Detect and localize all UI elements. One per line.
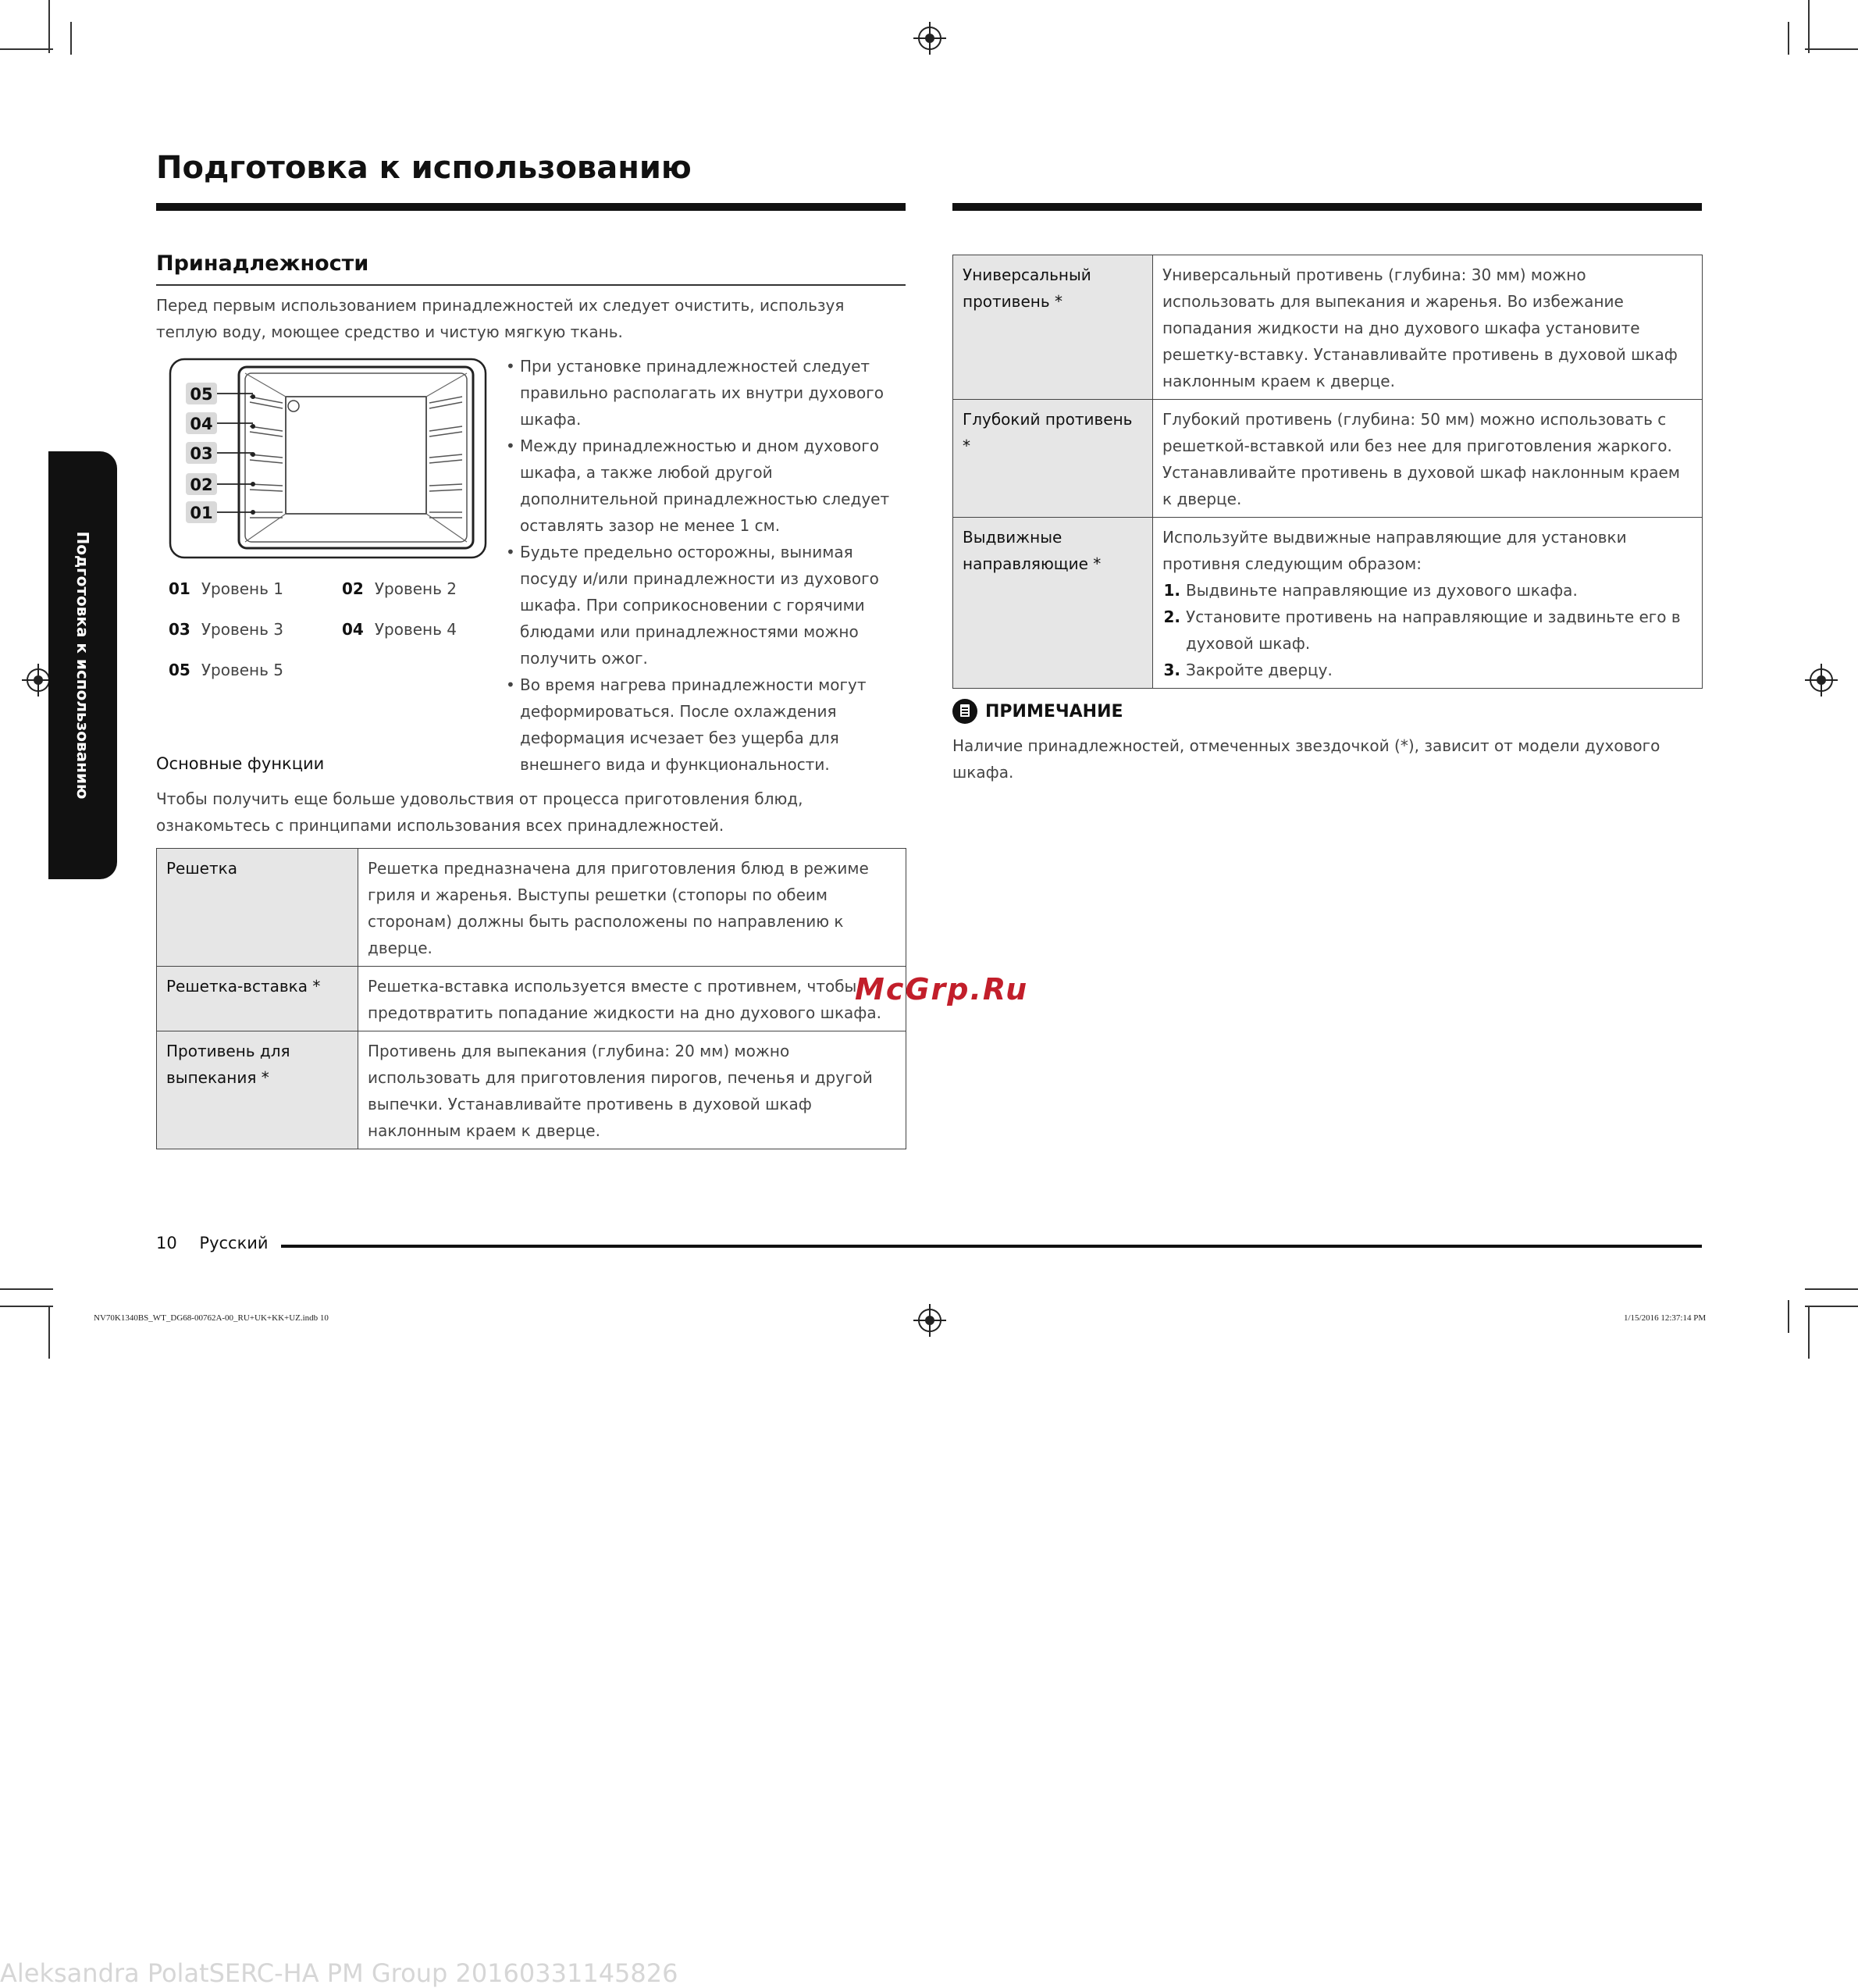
table-row	[953, 518, 1703, 689]
note-icon	[952, 699, 977, 724]
footer-rule	[281, 1245, 1702, 1248]
accessory-name: Противень для выпекания *	[157, 1031, 358, 1149]
crop-mark	[48, 0, 50, 53]
oven-rack-diagram	[169, 358, 487, 559]
level-number: 01	[169, 579, 190, 598]
page-footer	[156, 1234, 269, 1252]
diagram-label: 02	[190, 476, 213, 494]
note-heading	[952, 699, 1123, 724]
note-heading-label: ПРИМЕЧАНИЕ	[985, 701, 1123, 721]
rails-step: 2. Установите противень на направляющие и задвиньте его в духовой шкаф.	[1186, 604, 1692, 657]
watermark-site: McGrp.Ru	[855, 972, 1029, 1006]
accessories-table-left	[156, 848, 906, 1149]
bullet-item: • Между принадлежностью и дном духового шкафа, а также любой другой дополнительной принадлежностью следует оставлять зазор не менее 1 см.	[506, 433, 912, 539]
registration-mark-icon	[918, 1309, 941, 1332]
registration-mark-icon	[918, 27, 941, 50]
table-row	[157, 967, 906, 1031]
crop-mark	[1808, 1306, 1810, 1359]
section-heading: Принадлежности	[156, 251, 369, 276]
accessory-bullets	[506, 353, 912, 778]
accessory-description: Решетка-вставка используется вместе с противнем, чтобы предотвратить попадание жидкости на дно духового шкафа.	[358, 967, 906, 1031]
section-intro: Перед первым использованием принадлежностей их следует очистить, используя теплую воду, моющее средство и чистую мягкую ткань.	[156, 296, 845, 341]
crop-mark	[1805, 1288, 1858, 1290]
slug-right: 1/15/2016 12:37:14 PM	[1624, 1313, 1707, 1323]
title-rule-left	[156, 203, 906, 211]
bullet-item: • При установке принадлежностей следует правильно располагать их внутри духового шкафа.	[506, 353, 912, 433]
level-number: 04	[342, 620, 364, 639]
crop-mark	[1808, 0, 1810, 53]
level-label: Уровень 4	[374, 620, 457, 639]
diagram-label: 03	[190, 444, 213, 463]
rails-steps	[1162, 577, 1692, 683]
crop-mark	[48, 1306, 50, 1359]
level-item	[169, 579, 283, 598]
accessory-name: Глубокий противень *	[953, 400, 1153, 518]
level-label: Уровень 1	[201, 579, 283, 598]
section-heading-rule	[156, 284, 906, 286]
diagram-label: 05	[190, 385, 213, 404]
basic-functions-intro: Чтобы получить еще больше удовольствия от процесса приготовления блюд, ознакомьтесь с принципами использования всех принадлежностей.	[156, 789, 803, 835]
accessory-description: Глубокий противень (глубина: 50 мм) можно использовать с решеткой-вставкой или без нее для приготовления жаркого. Устанавливайте противень в духовой шкаф наклонным краем к дверце.	[1153, 400, 1703, 518]
table-row	[953, 255, 1703, 400]
basic-functions-heading: Основные функции	[156, 754, 325, 773]
crop-mark	[0, 1288, 53, 1290]
accessory-description: Универсальный противень (глубина: 30 мм) можно использовать для выпекания и жаренья. Во избежание попадания жидкости на дно духового шкафа установите решетку-вставку. Устанавливайте противень в духовой шкаф наклонным краем к дверце.	[1153, 255, 1703, 400]
footer-language: Русский	[199, 1234, 269, 1252]
registration-mark-icon	[27, 668, 50, 692]
crop-mark	[70, 22, 72, 55]
side-tab-label: Подготовка к использованию	[73, 531, 92, 800]
diagram-label: 04	[190, 415, 213, 433]
crop-mark	[1805, 48, 1858, 50]
rails-step: 1. Выдвиньте направляющие из духового шкафа.	[1186, 577, 1692, 604]
level-item	[342, 579, 457, 598]
level-item	[169, 661, 283, 679]
level-label: Уровень 5	[201, 661, 283, 679]
accessory-description: Противень для выпекания (глубина: 20 мм) можно использовать для приготовления пирогов, печенья и другой выпечки. Устанавливайте противень в духовой шкаф наклонным краем к дверце.	[358, 1031, 906, 1149]
accessory-name: Решетка-вставка *	[157, 967, 358, 1031]
level-number: 02	[342, 579, 364, 598]
page-title: Подготовка к использованию	[156, 150, 692, 186]
crop-mark	[0, 48, 53, 50]
rails-intro: Используйте выдвижные направляющие для установки противня следующим образом:	[1162, 528, 1627, 573]
level-number: 05	[169, 661, 190, 679]
side-tab	[48, 451, 117, 879]
accessories-table-right	[952, 255, 1703, 689]
accessory-name: Универсальный противень *	[953, 255, 1153, 400]
accessory-name: Выдвижные направляющие *	[953, 518, 1153, 689]
level-label: Уровень 2	[374, 579, 457, 598]
page-number: 10	[156, 1234, 177, 1252]
watermark-bottom: Aleksandra PolatSERC-HA PM Group 20160331145826	[0, 1958, 678, 1988]
registration-mark-icon	[1810, 668, 1833, 692]
rails-step: 3. Закройте дверцу.	[1186, 657, 1692, 683]
level-number: 03	[169, 620, 190, 639]
accessory-name: Решетка	[157, 849, 358, 967]
level-item	[342, 620, 457, 639]
accessory-description: Решетка предназначена для приготовления блюд в режиме гриля и жаренья. Выступы решетки (стопоры по обеим сторонам) должны быть расположены по направлению к дверце.	[358, 849, 906, 967]
crop-mark	[1805, 1306, 1858, 1307]
level-item	[169, 620, 283, 639]
crop-mark	[1788, 1300, 1789, 1333]
bullet-item: • Во время нагрева принадлежности могут деформироваться. После охлаждения деформация исчезает без ущерба для внешнего вида и функциональности.	[506, 672, 912, 778]
level-label: Уровень 3	[201, 620, 283, 639]
accessory-description	[1153, 518, 1703, 689]
table-row	[157, 849, 906, 967]
table-row	[953, 400, 1703, 518]
table-row	[157, 1031, 906, 1149]
note-text: Наличие принадлежностей, отмеченных звездочкой (*), зависит от модели духового шкафа.	[952, 736, 1660, 782]
crop-mark	[0, 1306, 53, 1307]
bullet-item: • Будьте предельно осторожны, вынимая посуду и/или принадлежности из духового шкафа. При соприкосновении с горячими блюдами или принадлежностями можно получить ожог.	[506, 539, 912, 672]
title-rule-right	[952, 203, 1702, 211]
slug-left: NV70K1340BS_WT_DG68-00762A-00_RU+UK+KK+UZ.indb 10	[94, 1313, 329, 1323]
crop-mark	[1788, 22, 1789, 55]
diagram-label: 01	[190, 504, 213, 522]
